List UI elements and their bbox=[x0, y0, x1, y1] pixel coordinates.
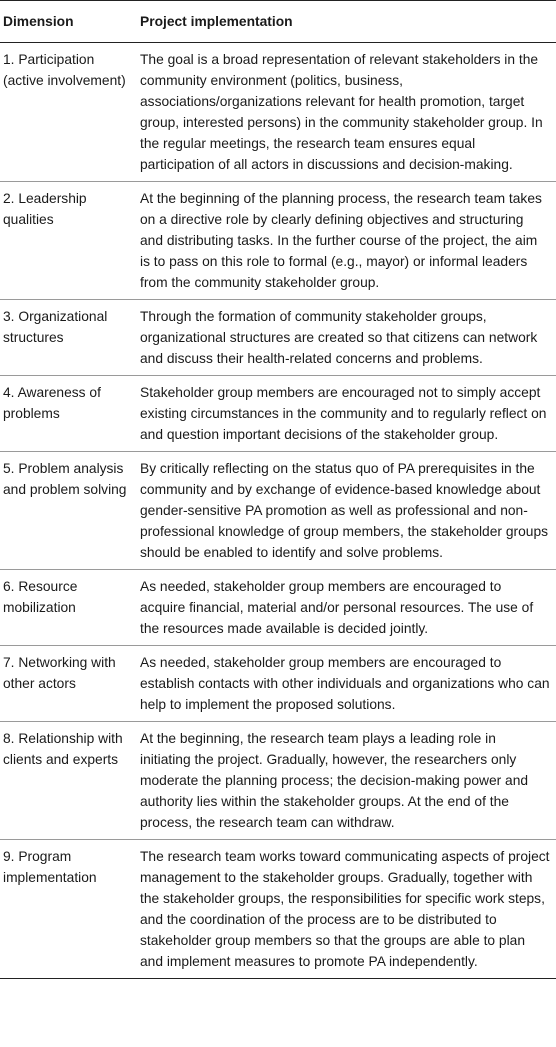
table-row bbox=[0, 722, 556, 840]
dimension-cell: 8. Relationship with clients and experts bbox=[0, 722, 137, 840]
table-row bbox=[0, 646, 556, 722]
implementation-cell: The research team works toward communicating aspects of project management to the stakeholder groups. Gradually, together with the stakeholder groups, the responsibilities for specific work steps, and the coordination of the process are to be distributed to stakeholder group members so that the groups are able to plan and implement measures to promote PA independently. bbox=[137, 840, 556, 979]
table-row bbox=[0, 43, 556, 182]
implementation-cell: As needed, stakeholder group members are encouraged to acquire financial, material and/or personal resources. The use of the resources made available is decided jointly. bbox=[137, 570, 556, 646]
table-body bbox=[0, 43, 556, 979]
implementation-cell: By critically reflecting on the status quo of PA prerequisites in the community and by exchange of evidence-based knowledge about gender-sensitive PA promotion as well as professional and non-professional knowledge of group members, the stakeholder groups should be enabled to identify and solve problems. bbox=[137, 452, 556, 570]
table-row bbox=[0, 376, 556, 452]
dimension-cell: 1. Participation (active involvement) bbox=[0, 43, 137, 182]
table-header bbox=[0, 1, 556, 43]
dimension-cell: 2. Leadership qualities bbox=[0, 182, 137, 300]
dimension-cell: 7. Networking with other actors bbox=[0, 646, 137, 722]
implementation-cell: At the beginning of the planning process, the research team takes on a directive role by clearly defining objectives and structuring and distributing tasks. In the further course of the project, the aim is to pass on this role to formal (e.g., mayor) or informal leaders from the community stakeholder group. bbox=[137, 182, 556, 300]
table-row bbox=[0, 182, 556, 300]
implementation-cell: Stakeholder group members are encouraged not to simply accept existing circumstances in the community and to regularly reflect on and question important decisions of the stakeholder group. bbox=[137, 376, 556, 452]
implementation-cell: Through the formation of community stakeholder groups, organizational structures are created so that citizens can network and discuss their health-related concerns and problems. bbox=[137, 300, 556, 376]
header-row bbox=[0, 1, 556, 43]
dimension-cell: 3. Organizational structures bbox=[0, 300, 137, 376]
dimension-cell: 4. Awareness of problems bbox=[0, 376, 137, 452]
implementation-cell: The goal is a broad representation of relevant stakeholders in the community environment (politics, business, associations/organizations relevant for health promotion, target group, interested persons) in the community stakeholder group. In the regular meetings, the research team ensures equal participation of all actors in discussions and decision-making. bbox=[137, 43, 556, 182]
implementation-cell: At the beginning, the research team plays a leading role in initiating the project. Gradually, however, the researchers only moderate the planning process; the decision-making power and authority lies within the stakeholder groups. At the end of the process, the research team can withdraw. bbox=[137, 722, 556, 840]
table-row bbox=[0, 452, 556, 570]
dimension-cell: 6. Resource mobilization bbox=[0, 570, 137, 646]
implementation-cell: As needed, stakeholder group members are encouraged to establish contacts with other individuals and organizations who can help to implement the proposed solutions. bbox=[137, 646, 556, 722]
table-row bbox=[0, 840, 556, 979]
dimension-cell: 5. Problem analysis and problem solving bbox=[0, 452, 137, 570]
table-row bbox=[0, 300, 556, 376]
header-project-implementation: Project implementation bbox=[137, 1, 556, 43]
table-row bbox=[0, 570, 556, 646]
header-dimension: Dimension bbox=[0, 1, 137, 43]
dimension-cell: 9. Program implementation bbox=[0, 840, 137, 979]
